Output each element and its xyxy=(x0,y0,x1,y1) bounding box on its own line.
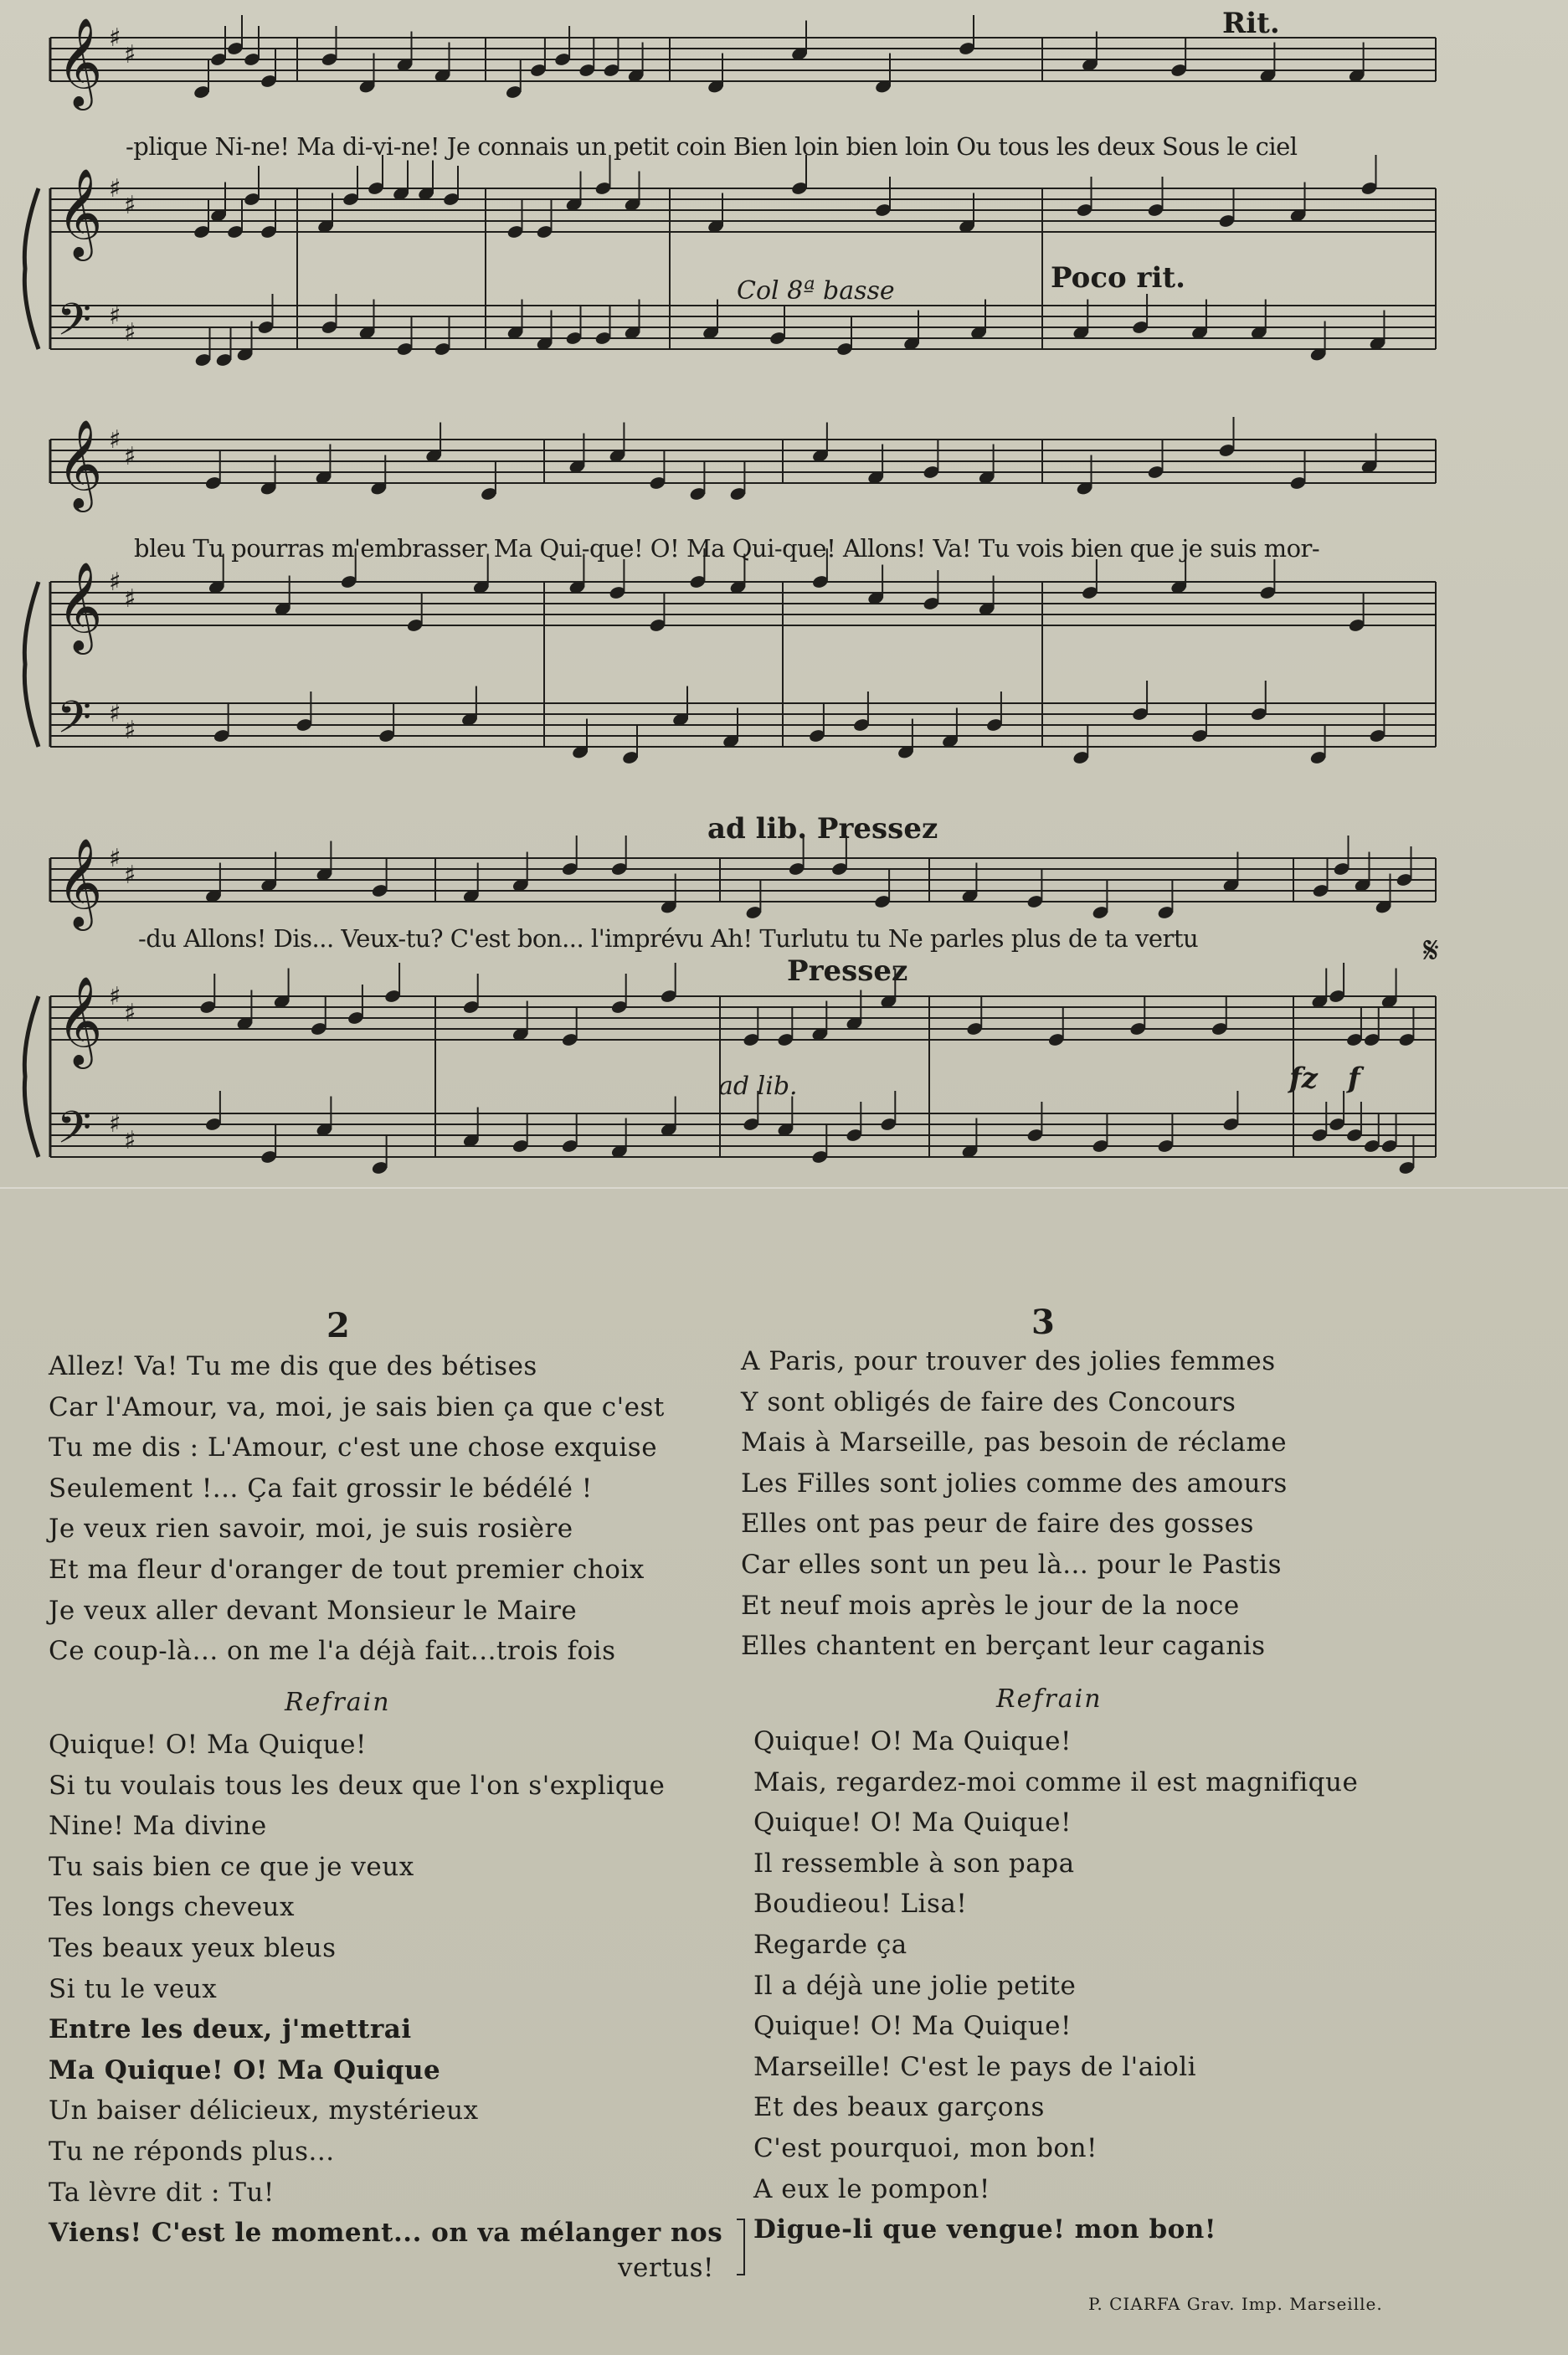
key-sharp: ♯ xyxy=(109,699,121,728)
key-sharp: ♯ xyxy=(124,1126,136,1155)
pressez-marking: Pressez xyxy=(787,954,908,988)
refrain-line: Il a déjà une jolie petite xyxy=(753,1970,1077,2001)
refrain-line: Mais, regardez-moi comme il est magnifique xyxy=(753,1766,1359,1797)
rit-marking: Rit. xyxy=(1222,7,1280,40)
refrain-line: vertus! xyxy=(618,2252,714,2283)
key-sharp: ♯ xyxy=(109,301,121,331)
verse-line: A Paris, pour trouver des jolies femmes xyxy=(741,1346,1276,1376)
ad-lib-marking: ad lib. xyxy=(718,1072,798,1101)
refrain-line: Tes beaux yeux bleus xyxy=(49,1932,337,1963)
treble-clef: 𝄞 xyxy=(57,419,103,508)
refrain-line: Tu sais bien ce que je veux xyxy=(49,1851,414,1882)
lyrics-system-3: -du Allons! Dis... Veux-tu? C'est bon... l'imprévu Ah! Turlutu tu Ne parles plus de ta vertu xyxy=(138,924,1199,953)
verse-line: Elles ont pas peur de faire des gosses xyxy=(741,1509,1254,1540)
treble-clef: 𝄞 xyxy=(57,837,103,927)
refrain-line: Ta lèvre dit : Tu! xyxy=(49,2177,275,2208)
verse-line: Car l'Amour, va, moi, je sais bien ça que c'est xyxy=(49,1391,665,1422)
refrain-line: Entre les deux, j'mettrai xyxy=(49,2014,412,2045)
treble-clef: 𝄞 xyxy=(57,975,103,1065)
treble-clef: 𝄞 xyxy=(57,561,103,650)
key-sharp: ♯ xyxy=(109,1109,121,1139)
key-sharp: ♯ xyxy=(124,716,136,745)
piano-brace xyxy=(24,188,39,349)
refrain-line: Si tu le veux xyxy=(49,1973,218,2004)
refrain-line: Ma Quique! O! Ma Quique xyxy=(49,2054,441,2085)
refrain-line: C'est pourquoi, mon bon! xyxy=(753,2132,1098,2163)
refrain-line: Tes longs cheveux xyxy=(49,1892,296,1923)
refrain-line: Nine! Ma divine xyxy=(49,1811,267,1842)
lyrics-system-1: -plique Ni-ne! Ma di-vi-ne! Je connais un petit coin Bien loin bien loin Ou tous les deux Sous le ciel xyxy=(126,132,1298,161)
verse-line: Et neuf mois après le jour de la noce xyxy=(741,1590,1240,1621)
refrain-line: Si tu voulais tous les deux que l'on s'explique xyxy=(49,1770,666,1801)
key-sharp: ♯ xyxy=(109,174,121,203)
key-sharp: ♯ xyxy=(124,861,136,890)
refrain-3-heading: Refrain xyxy=(996,1684,1103,1714)
bass-clef: 𝄢 xyxy=(57,295,92,357)
ad-lib-pressez-marking: ad lib. Pressez xyxy=(707,812,938,846)
piano-brace xyxy=(24,996,39,1157)
refrain-2-heading: Refrain xyxy=(285,1688,391,1717)
refrain-line: Quique! O! Ma Quique! xyxy=(49,1730,367,1760)
refrain-line: Digue-li que vengue! mon bon! xyxy=(753,2214,1216,2245)
refrain-line: Un baiser délicieux, mystérieux xyxy=(49,2095,479,2126)
bass-clef: 𝄢 xyxy=(57,1103,92,1165)
verse-2 xyxy=(49,1346,665,1672)
refrain-line: A eux le pompon! xyxy=(753,2173,990,2204)
lyrics-system-2: bleu Tu pourras m'embrasser Ma Qui-que! O! Ma Qui-que! Allons! Va! Tu vois bien que je suis mor- xyxy=(134,534,1320,563)
verse-2-number: 2 xyxy=(326,1306,350,1345)
key-sharp: ♯ xyxy=(124,999,136,1028)
key-sharp: ♯ xyxy=(109,425,121,455)
verse-line: Seulement !... Ça fait grossir le bédélé ! xyxy=(49,1473,593,1504)
verse-line: Tu me dis : L'Amour, c'est une chose exquise xyxy=(49,1432,658,1463)
col-8a-basse-marking: Col 8ª basse xyxy=(737,276,895,306)
piano-brace xyxy=(24,582,39,747)
refrain-line: Quique! O! Ma Quique! xyxy=(753,1807,1072,1838)
verse-line: Y sont obligés de faire des Concours xyxy=(741,1386,1236,1417)
verse-line: Ce coup-là... on me l'a déjà fait...trois fois xyxy=(49,1636,616,1667)
verse-line: Je veux rien savoir, moi, je suis rosière xyxy=(49,1514,573,1545)
refrain-line: Il ressemble à son papa xyxy=(753,1848,1075,1879)
verse-3-number: 3 xyxy=(1031,1303,1055,1342)
verse-line: Allez! Va! Tu me dis que des bétises xyxy=(49,1351,537,1381)
refrain-line: Quique! O! Ma Quique! xyxy=(753,1726,1072,1756)
refrain-line: Tu ne réponds plus... xyxy=(49,2136,335,2167)
verse-line: Mais à Marseille, pas besoin de réclame xyxy=(741,1427,1288,1458)
engraver-credit: P. CIARFA Grav. Imp. Marseille. xyxy=(1088,2294,1383,2314)
refrain-3 xyxy=(753,1721,1358,2250)
verse-line: Les Filles sont jolies comme des amours xyxy=(741,1468,1288,1499)
refrain-line: Marseille! C'est le pays de l'aioli xyxy=(753,2051,1197,2082)
segno-sign: 𝄋 xyxy=(1423,929,1439,972)
f-dynamic: f xyxy=(1348,1062,1360,1095)
key-sharp: ♯ xyxy=(124,318,136,347)
bass-clef: 𝄢 xyxy=(57,692,92,754)
refrain-line: Viens! C'est le moment... on va mélanger nos xyxy=(49,2218,723,2249)
verse-line: Je veux aller devant Monsieur le Maire xyxy=(49,1595,578,1626)
verse-3 xyxy=(741,1341,1288,1667)
verse-line: Car elles sont un peu là... pour le Pastis xyxy=(741,1549,1283,1580)
key-sharp: ♯ xyxy=(109,844,121,873)
key-sharp: ♯ xyxy=(124,442,136,471)
verse-line: Et ma fleur d'oranger de tout premier choix xyxy=(49,1554,645,1585)
key-sharp: ♯ xyxy=(109,23,121,53)
key-sharp: ♯ xyxy=(124,40,136,69)
poco-rit-marking: Poco rit. xyxy=(1051,261,1185,295)
verse-line: Elles chantent en berçant leur caganis xyxy=(741,1631,1266,1662)
refrain-line: Quique! O! Ma Quique! xyxy=(753,2011,1072,2042)
key-sharp: ♯ xyxy=(109,982,121,1011)
key-sharp: ♯ xyxy=(124,191,136,220)
key-sharp: ♯ xyxy=(124,584,136,614)
refrain-line: Boudieou! Lisa! xyxy=(753,1889,968,1920)
fz-dynamic: fz xyxy=(1289,1062,1318,1095)
key-sharp: ♯ xyxy=(109,568,121,597)
verse-bracket xyxy=(737,2219,745,2275)
refrain-line: Et des beaux garçons xyxy=(753,2092,1045,2123)
refrain-line: Regarde ça xyxy=(753,1929,907,1960)
treble-clef: 𝄞 xyxy=(57,17,103,106)
treble-clef: 𝄞 xyxy=(57,167,103,257)
refrain-2 xyxy=(49,1725,722,2282)
